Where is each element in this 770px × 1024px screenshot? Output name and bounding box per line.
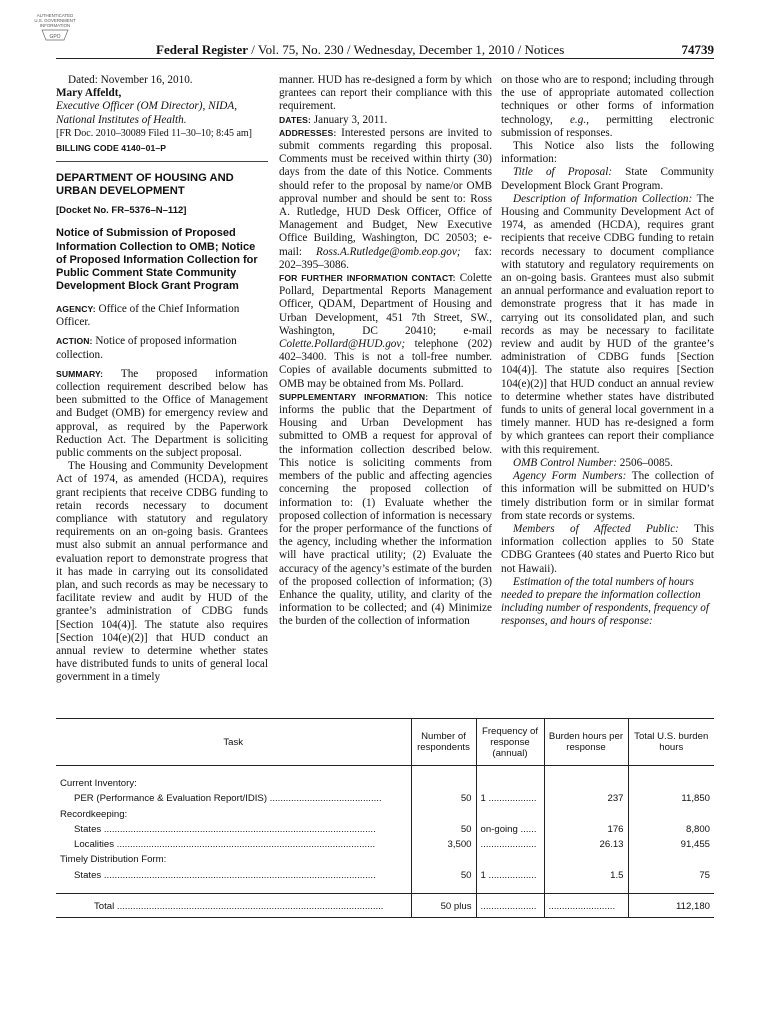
summary-label: SUMMARY: (56, 368, 104, 379)
hours-cell: 1.5 (544, 868, 628, 883)
col-header-total-hours: Total U.S. burden hours (628, 719, 714, 766)
total-cell: 75 (628, 868, 714, 883)
table-row (56, 791, 714, 806)
supplementary-label: SUPPLEMENTARY INFORMATION: (279, 391, 429, 402)
col-header-respondents: Number of respondents (411, 719, 476, 766)
hud-email-link[interactable]: Colette.Pollard@HUD.gov; (279, 338, 406, 351)
supplementary-text: This notice informs the public that the Department of Housing and Urban Development has submitted to OMB a request for approval of the information collection described below. This notice is soliciting comments from members of the public and affecting agencies concerning the proposed collection of information to: (1) Evaluate whether the proposed collection of information is necessary for the proper performance of the functions of the agency, including whether the information will have practical utility; (2) Evaluate the accuracy of the agency’s estimate of the burden of the proposed collection of information; (3) Enhance the quality, utility, and clarity of the information to be collected; and (4) Minimize the burden of the collection of information (279, 390, 492, 628)
col-header-frequency: Frequency of response (annual) (476, 719, 544, 766)
frequency-cell: ..................... (476, 837, 544, 852)
divider (56, 161, 268, 162)
svg-text:AUTHENTICATED: AUTHENTICATED (36, 13, 74, 18)
respondents-cell: 3,500 (411, 837, 476, 852)
group-current-inventory: Current Inventory: (60, 778, 137, 789)
total-hours-cell: ......................... (544, 894, 628, 918)
frequency-cell: on-going ...... (476, 822, 544, 837)
column-1 (56, 74, 268, 685)
svg-text:GPO: GPO (49, 34, 61, 40)
title-text: State Community Development Block Grant Program. (501, 166, 715, 192)
burden-table (56, 718, 714, 918)
task-cell: States ...................................................................................................... (74, 823, 376, 835)
addresses-fax: fax: 202–395–3086. (279, 245, 492, 271)
description-text: The Housing and Community Development Act of 1974, as amended (HCDA), requires grant recipients that receive CDBG funding to retain records necessary to document compliance with statutory and regulatory requirements on an on-going basis. Grantees must also submit an annual performance and evaluation report to demonstrate progress that it has made in carrying out its consolidated plan, and such records as may be necessary to facilitate review and audit by HUD of the grantee’s administration of CDBG funds [Section 104(4)]. The statute also requires [Section 104(e)(2)] that HUD conduct an annual review to determine whether states have distributed funds to units of general local government in a timely manner. HUD has re-designed a form by which grantees can report their compliance with this requirement. (501, 192, 714, 456)
lists-paragraph: This Notice also lists the following information: (501, 140, 714, 166)
header-title (156, 42, 564, 58)
signer-title: Executive Officer (OM Director), NIDA, National Institutes of Health. (56, 100, 238, 126)
contact-rest: telephone (202) 402–3400. This is not a toll-free number. Copies of available documents submitted to OMB may be obtained from Ms. Pollard. (279, 338, 492, 390)
continued-paragraph-3 (501, 74, 714, 140)
col-header-hours-per-response: Burden hours per response (544, 719, 628, 766)
agency-section (56, 303, 268, 329)
signer-name: Mary Affeldt, (56, 87, 122, 100)
public-label: Members of Affected Public: (513, 522, 679, 535)
dates-label: DATES: (279, 114, 311, 125)
docket-number: [Docket No. FR–5376–N–112] (56, 205, 187, 217)
hours-cell: 237 (544, 791, 628, 806)
public-text: This information collection applies to 50 State CDBG Grantees (40 states and Puerto Rico but not Hawaii). (501, 522, 714, 575)
total-respondents-cell: 50 plus (411, 894, 476, 918)
estimation-heading: Estimation of the total numbers of hours needed to prepare the information collection including number of respondents, frequency of responses, and hours of response: (501, 575, 709, 628)
omb-text: 2506–0085. (617, 456, 673, 469)
column-3 (501, 74, 714, 629)
hours-cell: 176 (544, 822, 628, 837)
col-header-task: Task (56, 719, 411, 766)
description-label: Description of Information Collection: (513, 192, 693, 205)
total-cell: 91,455 (628, 837, 714, 852)
forms-text: The collection of this information will be submitted on HUD’s timely distribution form or in similar format from state records or systems. (501, 470, 714, 522)
omb-label: OMB Control Number: (513, 456, 617, 469)
page-number: 74739 (681, 42, 714, 57)
para-cont-a: on those who are to respond; including through the use of appropriate automated collection techniques or other forms of information technology, (501, 74, 714, 126)
title-label: Title of Proposal: (513, 166, 613, 179)
omb-email-link[interactable]: Ross.A.Rutledge@omb.eop.gov; (316, 245, 461, 258)
task-cell: States ...................................................................................................... (74, 869, 376, 881)
para-cont-b: permitting electronic submission of responses. (501, 113, 714, 139)
addresses-text: Interested persons are invited to submit comments regarding this proposal. Comments must be received within thirty (30) days from the date of this Notice. Comments should refer to the proposal by name/or OMB approval number and should be sent to: Ross A. Rutledge, HUD Desk Officer, Office of Management and Budget, New Executive Office Building, Washington, DC 20503; e-mail: (279, 126, 492, 258)
affected-public (501, 523, 714, 576)
contact-section (279, 272, 492, 391)
table-row (56, 837, 714, 852)
agency-label: AGENCY: (56, 303, 96, 314)
title-of-proposal (501, 166, 714, 192)
total-frequency-cell: ..................... (476, 894, 544, 918)
total-task-cell: Total .................................................................................................... (56, 894, 411, 918)
dated-line: Dated: November 16, 2010. (68, 74, 193, 86)
billing-code: BILLING CODE 4140–01–P (56, 143, 167, 154)
table-row (56, 807, 714, 822)
hcda-paragraph: The Housing and Community Development Act of 1974, as amended (HCDA), requires grant recipients that receive CDBG funding to retain records necessary to document compliance with statutory and regulatory requirements on an on-going basis. Grantees must also submit an annual performance and evaluation report to demonstrate progress that it has made in carrying out its consolidated plan, and such records as may be necessary to facilitate review and audit by HUD of the grantee’s administration of CDBG funds [Section 104(4)]. The statute also requires [Section 104(e)(2)] that HUD conduct an annual review to determine whether states have distributed funds to units of general local government in a timely (56, 460, 268, 684)
gpo-authentication-seal (24, 10, 86, 44)
department-heading: DEPARTMENT OF HOUSING AND URBAN DEVELOPMENT (56, 172, 234, 198)
table-row (56, 852, 714, 867)
table-row (56, 822, 714, 837)
frequency-cell: 1 .................. (476, 868, 544, 883)
column-2 (279, 74, 492, 629)
action-section (56, 335, 268, 361)
forms-label: Agency Form Numbers: (513, 470, 627, 483)
omb-control-number (501, 457, 714, 470)
dates-text: January 3, 2011. (310, 113, 388, 126)
frequency-cell: 1 .................. (476, 791, 544, 806)
summary-text: The proposed information collection requirement described below has been submitted to the Office of Management and Budget (OMB) for emergency review and approval, as required by the Paperwork Reduction Act. The Department is soliciting public comments on the subject proposal. (56, 367, 268, 459)
grand-total-cell: 112,180 (628, 894, 714, 918)
action-text: Notice of proposed information collection. (56, 335, 237, 361)
summary-section (56, 368, 268, 460)
addresses-section (279, 127, 492, 272)
supplementary-section (279, 391, 492, 629)
eg-abbrev: e.g., (569, 113, 589, 126)
table-row (56, 776, 714, 791)
table-row (56, 868, 714, 883)
respondents-cell: 50 (411, 822, 476, 837)
table-header-row (56, 719, 714, 766)
contact-label: FOR FURTHER INFORMATION CONTACT: (279, 273, 456, 284)
header-publication: Federal Register (156, 42, 249, 57)
group-recordkeeping: Recordkeeping: (60, 808, 128, 820)
header-issue: / Vol. 75, No. 230 / Wednesday, December 1, 2010 / Notices (248, 42, 565, 57)
agency-form-numbers (501, 470, 714, 523)
addresses-label: ADDRESSES: (279, 127, 337, 138)
agency-text: Office of the Chief Information Officer. (56, 302, 240, 329)
continued-paragraph: manner. HUD has re-designed a form by which grantees can report their compliance with this requirement. (279, 74, 492, 113)
notice-title: Notice of Submission of Proposed Information Collection to OMB; Notice of Proposed Information Collection for Public Comment State Community Development Block Grant Program (56, 227, 258, 292)
page-header (56, 42, 714, 59)
task-cell: PER (Performance & Evaluation Report/IDIS) .......................................... (74, 793, 382, 805)
total-cell: 11,850 (628, 791, 714, 806)
table-total-row (56, 894, 714, 918)
svg-text:U.S. GOVERNMENT: U.S. GOVERNMENT (34, 18, 76, 23)
total-cell: 8,800 (628, 822, 714, 837)
dates-section (279, 114, 492, 127)
group-timely-distribution: Timely Distribution Form: (60, 854, 167, 866)
task-cell: Localities ................................................................................................. (74, 839, 376, 851)
hours-cell: 26.13 (544, 837, 628, 852)
contact-text: Colette Pollard, Departmental Reports Management Officer, QDAM, Department of Housing and Urban Development, 451 7th Street, SW., Washington, DC 20410; e-mail (279, 272, 492, 337)
svg-text:INFORMATION: INFORMATION (39, 23, 71, 28)
respondents-cell: 50 (411, 868, 476, 883)
respondents-cell: 50 (411, 791, 476, 806)
description-section (501, 193, 714, 457)
fr-doc-line: [FR Doc. 2010–30089 Filed 11–30–10; 8:45 am] (56, 127, 253, 139)
action-label: ACTION: (56, 336, 93, 347)
